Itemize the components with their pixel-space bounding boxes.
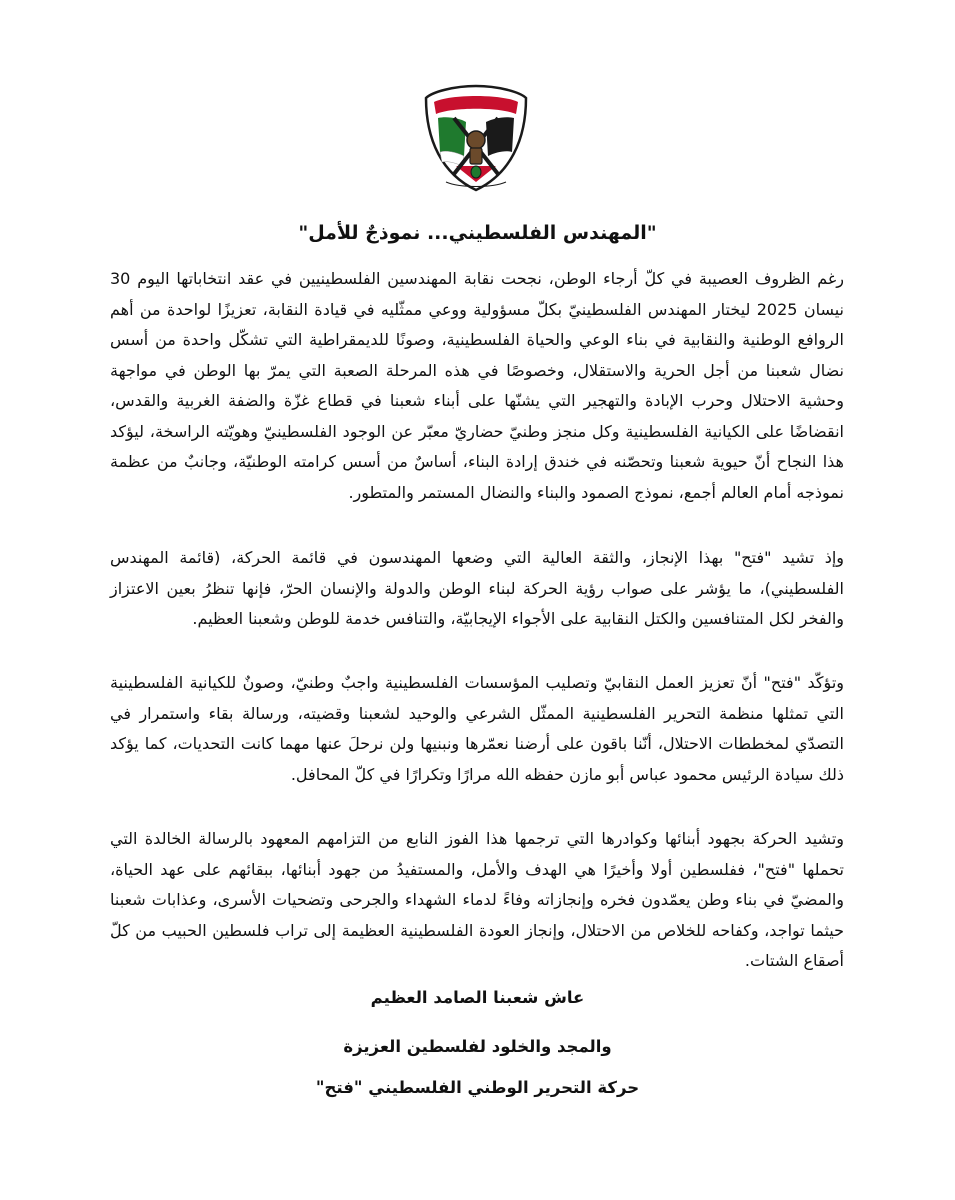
statement-paragraph-1: رغم الظروف العصيبة في كلّ أرجاء الوطن، نجحت نقابة المهندسين الفلسطينيين في عقد انتخاباتها اليوم 30 نيسان 2025 ليختار المهندس الفلسطينيّ بكلّ مسؤولية ووعي ممثّليه في قيادة النقابة، تعزيزًا لواحدة من أهم الروافع الوطنية والنقابية في بناء الوعي والحياة الفلسطينية، وصونًا للديمقراطية التي تشكّل واحدة من أسس نضال شعبنا من أجل الحرية والاستقلال، وخصوصًا في هذه المرحلة الصعبة التي يمرّ بها الوطن في مواجهة وحشية الاحتلال وحرب الإبادة والتهجير التي يشنّها على أبناء شعبنا في قطاع غزّة والضفة الغربية والقدس، انقضاضًا على الكيانية الفلسطينية وكل منجز وطنيّ حضاريّ معبّر عن الوجود الفلسطينيّ وهويّته الراسخة، ليؤكد هذا النجاح أنّ حيوية شعبنا وتحصّنه في خندق إرادة البناء، أساسٌ من أسس كرامته الوطنيّة، وجانبٌ من عظمة نموذجه أمام العالم أجمع، نموذج الصمود والبناء والنضال المستمر والمتطور.: [110, 269, 844, 502]
closing-line-1: عاش شعبنا الصامد العظيم: [370, 988, 585, 1007]
fatah-emblem-icon: [420, 82, 532, 194]
statement-paragraph-2: وإذ تشيد "فتح" بهذا الإنجاز، والثقة العالية التي وضعها المهندسون في قائمة الحركة، (قائمة المهندس الفلسطيني)، ما يؤشر على صواب رؤية الحركة لبناء الوطن والدولة والإنسان الحرّ، فإنها تنظرُ بعين الاعتزاز والفخر لكل المتنافسين والكتل النقابية على الأجواء الإيجابيّة، والتنافس خدمة للوطن وشعبنا العظيم.: [110, 548, 844, 628]
page-title: "المهندس الفلسطيني... نموذجٌ للأمل": [298, 222, 657, 244]
signature-line: حركة التحرير الوطني الفلسطيني "فتح": [315, 1078, 640, 1097]
closing-line-2: والمجد والخلود لفلسطين العزيزة: [343, 1037, 612, 1056]
statement-paragraph-3: وتؤكّد "فتح" أنّ تعزيز العمل النقابيّ وتصليب المؤسسات الفلسطينية واجبٌ وطنيّ، وصونٌ للكيانية الفلسطينية التي تمثلها منظمة التحرير الفلسطينية الممثّل الشرعي والوحيد لشعبنا وقضيته، ورسالة بقاء واستمرار في التصدّي لمخططات الاحتلال، أنّنا باقون على أرضنا نعمّرها ونبنيها ولن نرحلَ عنها مهما كانت التحديات، كما يؤكد ذلك سيادة الرئيس محمود عباس أبو مازن حفظه الله مرارًا وتكرارًا في كلّ المحافل.: [110, 673, 844, 784]
statement-paragraph-4: وتشيد الحركة بجهود أبنائها وكوادرها التي ترجمها هذا الفوز النابع من التزامهم المعهود بالرسالة الخالدة التي تحملها "فتح"، ففلسطين أولا وأخيرًا هي الهدف والأمل، والمستفيدُ من جهود أبنائها، ببقائهم على عهد الحياة، والمضيّ في بناء وطن يعمّدون فخره وإنجازاته وفاءً لدماء الشهداء والجرحى وتضحيات الأسرى، وعذابات شعبنا حيثما تواجد، وكفاحه للخلاص من الاحتلال، وإنجاز العودة الفلسطينية العظيمة إلى تراب فلسطين الحبيب من كلّ أصقاع الشتات.: [110, 829, 844, 970]
